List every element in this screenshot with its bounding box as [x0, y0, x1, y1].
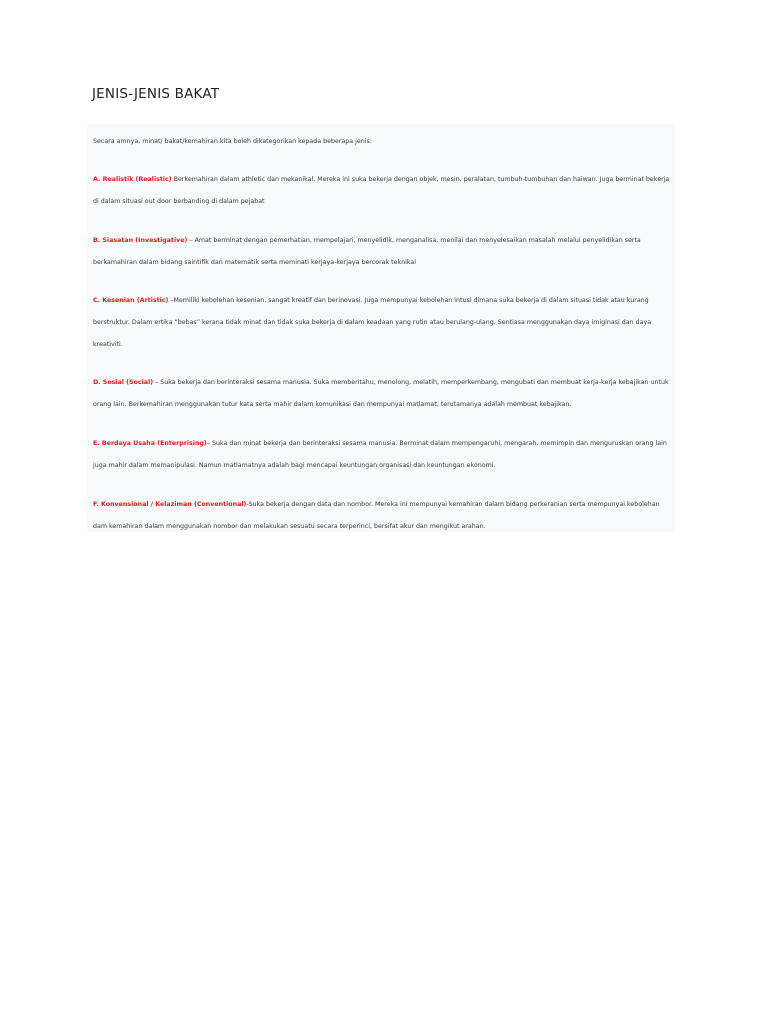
page-title: JENIS-JENIS BAKAT: [92, 86, 220, 102]
type-realistic-text: Berkemahiran dalam athletic dan mekanikal. Mereka ini suka bekerja dengan objek, mesin, peralatan, tumbuh-tumbuhan dan haiwan. Juga berminat bekerja di dalam situasi out door berbanding di dalam pejabat: [93, 176, 670, 205]
type-investigative-term: B. Siasatan (Investigative): [93, 237, 188, 244]
type-enterprising-text: – Suka dan minat bekerja dan berinteraksi sesama manusia. Berminat dalam mempengaruhi, mengarah, memimpin dan menguruskan orang lain juga mahir dalam memanipulasi. Namun matlamatnya adalah bagi mencapai keuntungan organisasi dan keuntungan ekonomi.: [93, 440, 667, 469]
type-social-text: – Suka bekerja dan berinteraksi sesama manusia. Suka memberitahu, menolong, melatih, memperkembang, mengubati dan membuat kerja-kerja kebajikan untuk orang lain. Berkemahiran menggunakan tutur kata serta mahir dalam komunikasi dan mempunyai matlamat, terutamanya adalah membuat kebajikan.: [93, 379, 669, 408]
type-artistic-text: –Memiliki kebolehan kesenian, sangat kreatif dan berinovasi. Juga mempunyai kebolehan intusi dimana suka bekerja di dalam situasi tidak atau kurang berstruktur. Dalam ertika “bebas” kerana tidak minat dan tidak suka bekerja di dalam keadaan yang rutin atau berulang-ulang. Sentiasa menggunakan daya imiginasi dan daya kreativiti.: [93, 297, 652, 348]
type-investigative-text: – Amat berminat dengan pemerhatian, mempelajari, menyelidik, menganalisa, menilai dan menyelesaikan masalah melalui penyelidikan serta berkamahiran dalam bidang saintifik dan matematik serta meminati kerjaya-kerjaya bercorak teknikal: [93, 237, 641, 266]
content-box: [87, 124, 675, 532]
type-artistic-term: C. Kesenian (Artistic): [93, 297, 169, 304]
type-conventional-paragraph: [93, 494, 671, 538]
type-enterprising-paragraph: [93, 433, 671, 477]
type-conventional-term: F. Konvensional / Kelaziman (Conventional): [93, 501, 247, 508]
type-realistic-paragraph: [93, 169, 671, 213]
type-artistic-paragraph: [93, 290, 671, 356]
type-enterprising-term: E. Berdaya Usaha (Enterprising): [93, 440, 207, 447]
type-realistic-term: A. Realistik (Realistic): [93, 176, 172, 183]
intro-paragraph: Secara amnya, minat/ bakat/kemahiran kita boleh dikategorikan kepada beberapa jenis:: [93, 138, 372, 145]
type-conventional-text: -Suka bekerja dengan data dan nombor. Mereka ini mempunyai kemahiran dalam bidang perkeranian serta mempunyai kebolehan dam kemahiran dalam menggunakan nombor dan melakukan sesuatu secara terperinci, bersifat akur dan mengikut arahan.: [93, 501, 660, 530]
type-investigative-paragraph: [93, 230, 671, 274]
type-social-term: D. Sosial (Social): [93, 379, 154, 386]
type-social-paragraph: [93, 372, 671, 416]
